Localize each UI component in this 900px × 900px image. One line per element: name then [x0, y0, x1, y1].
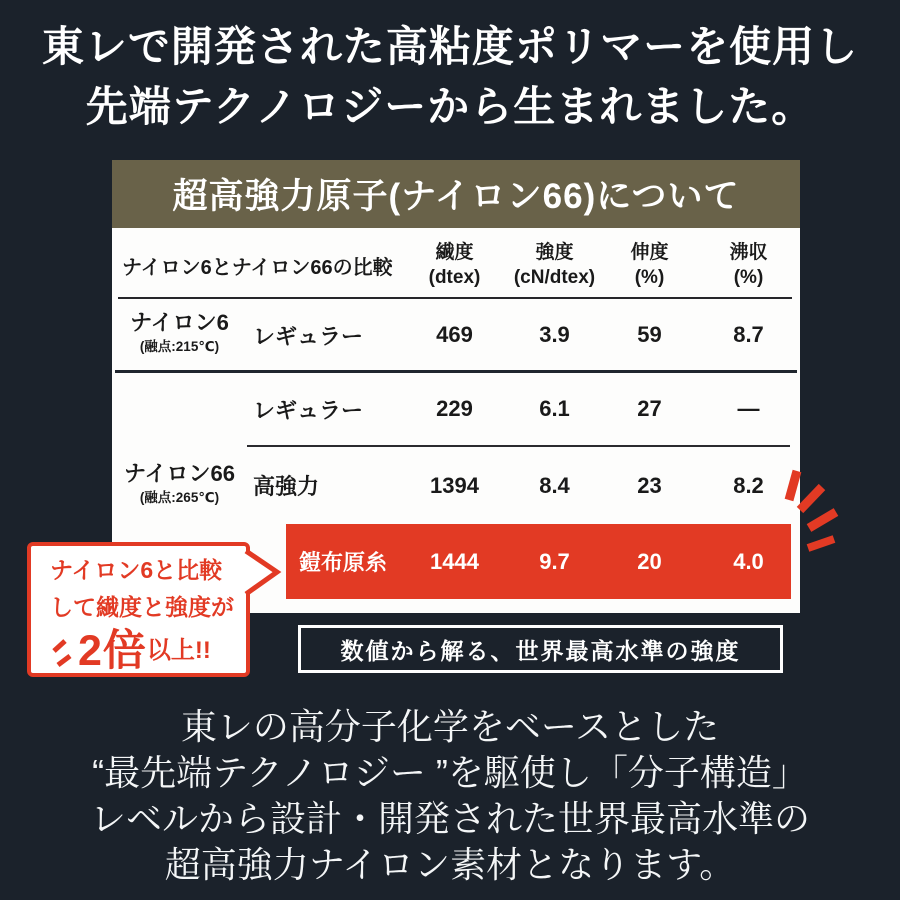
callout-line1: ナイロン6と比較 [50, 557, 223, 583]
cell-shrinkage: 8.2 [733, 472, 764, 498]
top-heading [0, 17, 900, 137]
cell-type: レギュラー [253, 323, 364, 349]
column-header-denier: 繊度 (dtex) [428, 242, 481, 288]
header-divider [118, 297, 792, 299]
cell-denier: 1394 [430, 472, 479, 498]
bottom-paragraph [0, 704, 900, 888]
column-header-tenacity: 強度 (cN/dtex) [513, 242, 596, 288]
cell-denier: 469 [436, 322, 473, 347]
column-header-shrinkage: 沸収 (%) [729, 242, 768, 288]
strength-banner: 数値から解る、世界最高水準の強度 [298, 625, 783, 673]
section-title: 超高強力原子(ナイロン66)について [172, 177, 740, 216]
callout-line2: して繊度と強度が [50, 594, 234, 620]
cell-shrinkage: 8.7 [733, 322, 764, 347]
cell-shrinkage: 4.0 [733, 548, 764, 574]
group-label-nylon66: ナイロン66 (融点:265℃) [124, 461, 235, 505]
bottom-line1: 東レの高分子化学をベースとした [180, 706, 720, 747]
cell-elongation: 20 [637, 548, 662, 574]
table-row-nylon6-regular [112, 300, 800, 370]
cell-tenacity: 6.1 [539, 396, 570, 421]
cell-tenacity: 9.7 [539, 548, 570, 574]
speech-tail-icon [244, 548, 284, 598]
callout-line3: 2倍 以上!! [50, 626, 246, 676]
column-header-elongation: 伸度 (%) [630, 242, 669, 288]
emphasis-marks-icon [50, 637, 76, 673]
table-header-row [112, 236, 800, 294]
cell-denier: 1444 [430, 548, 479, 574]
cell-denier: 229 [436, 396, 473, 421]
bottom-line3: レベルから設計・開発された世界最高水準の [89, 798, 810, 839]
group-label-nylon6: ナイロン6 (融点:215℃) [130, 310, 229, 354]
cell-elongation: 59 [637, 322, 662, 347]
cell-type: 鎧布原糸 [299, 550, 388, 575]
section-title-bar [112, 160, 800, 228]
table-caption: ナイロン6とナイロン66の比較 [122, 256, 393, 279]
cell-tenacity: 3.9 [539, 322, 570, 347]
callout-bubble [27, 542, 250, 677]
bottom-line2: “最先端テクノロジー ”を駆使し「分子構造」 [92, 752, 808, 793]
top-heading-line1: 東レで開発された高粘度ポリマーを使用し [41, 23, 859, 70]
cell-tenacity: 8.4 [539, 472, 570, 498]
cell-elongation: 27 [637, 396, 662, 421]
bottom-line4: 超高強力ナイロン素材となります。 [164, 844, 736, 885]
cell-elongation: 23 [637, 472, 662, 498]
top-heading-line2: 先端テクノロジーから生まれました。 [85, 83, 815, 130]
cell-type: 高強力 [253, 474, 320, 499]
cell-type: レギュラー [253, 397, 364, 423]
cell-shrinkage: — [737, 396, 760, 421]
burst-strokes-icon [782, 462, 842, 557]
